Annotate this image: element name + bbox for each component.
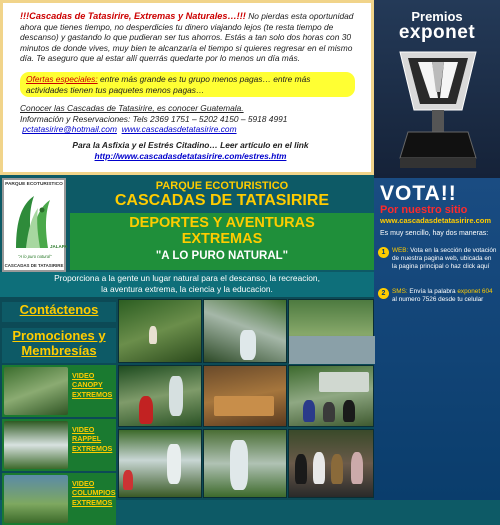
vote-panel [374, 178, 500, 500]
intro-text: No pierdas esta oportunidad ahora que tienes tiempo, no desperdicies tu dinero viajando lejos (te resta tiempo de descanso) y gastando lo que pudieran ser tus ahorros. Estás a tan solo dos horas con 30 minutos de donde vives, muy bien te alcanzaría el tiempo si quieres regresar en el mismo día. Te aseguro que al estar allí querrás quedarte por lo menos un día más. [20, 11, 354, 64]
lower-content [0, 297, 374, 507]
article-block [20, 140, 361, 161]
park-header [70, 178, 374, 214]
step-sms-text [392, 288, 497, 304]
step-sms-label: SMS: [392, 288, 408, 295]
logo-place: JALAPA [50, 244, 68, 249]
contact-phones: Información y Reservaciones: Tels 2369 1751 – 5202 4150 – 5918 4991 [20, 113, 288, 124]
logo-heading: PARQUE ECOTURISTICO [5, 182, 63, 187]
vote-title: VOTA!! [380, 182, 457, 205]
tagline-line-2: la aventura extrema, la ciencia y la educacion. [101, 283, 273, 294]
sports-banner [70, 213, 374, 270]
website-link[interactable]: www.cascadasdetatasirire.com [121, 124, 237, 135]
sports-heading-line-1: DEPORTES Y AVENTURAS [129, 215, 315, 231]
photo-river-pond [288, 299, 374, 363]
video-swings-label: VIDEO COLUMPIOS EXTREMOS [72, 479, 116, 507]
step-web-body: Vota en la sección de votación de nuestra pagina web, ubicada en la pagina principal o haz click aquí [392, 247, 497, 271]
video-swings-thumbnail [4, 475, 68, 523]
announcement-box [0, 0, 374, 175]
contact-button[interactable]: Contáctenos [2, 302, 116, 322]
park-logo[interactable] [2, 178, 66, 272]
park-title: CASCADAS DE TATASIRIRE [114, 192, 330, 209]
vote-url[interactable]: www.cascadasdetatasirire.com [380, 216, 492, 225]
photo-cabin-interior [203, 365, 287, 427]
logo-footer: CASCADAS DE TATASIRIRE [4, 263, 64, 268]
special-offers-box [20, 72, 355, 97]
contact-links [20, 124, 361, 135]
premios-exponet-banner[interactable] [374, 0, 500, 178]
intro-title: !!!Cascadas de Tatasirire, Extremas y Naturales…!!! [20, 11, 246, 21]
video-canopy-link[interactable] [2, 365, 116, 417]
step-web-label: WEB: [392, 247, 409, 254]
park-tagline [0, 272, 374, 297]
exponet-title: exponet [398, 22, 476, 43]
article-link[interactable]: http://www.cascadasdetatasirire.com/estres.htm [94, 150, 287, 161]
photo-hiker-red-shirt [118, 365, 202, 427]
trophy-icon [392, 48, 484, 174]
premios-title: Premios [411, 9, 463, 24]
intro-paragraph [20, 11, 361, 64]
step-sms-code: exponet 604 [457, 288, 493, 295]
photo-waterfall-rocks [203, 299, 287, 363]
park-subtitle: PARQUE ECOTURISTICO [155, 180, 289, 192]
photo-friends-group [288, 429, 374, 498]
photo-group-camping [288, 365, 374, 427]
article-text: Para la Asfixia y el Estrés Citadino… Leer artículo en el link [72, 139, 309, 150]
waterfall-logo-icon [8, 190, 60, 252]
step-web-text [392, 247, 497, 272]
photo-forest-waterfall [118, 299, 202, 363]
step-sms-body-2: al numero 7526 desde tu celular [392, 296, 484, 304]
special-offers-label: Ofertas especiales: [26, 73, 98, 84]
step-number-2: 2 [378, 288, 389, 299]
photo-waterfall-group [118, 429, 202, 498]
step-sms-body: Envía la palabra [407, 288, 458, 295]
promotions-button[interactable]: Promociones y Membresías [2, 328, 116, 363]
contact-line-1: Conocer las Cascadas de Tatasirire, es conocer Guatemala. [20, 103, 244, 114]
video-rappel-thumbnail [4, 421, 68, 469]
step-number-1: 1 [378, 247, 389, 258]
slogan: "A LO PURO NATURAL" [155, 250, 289, 262]
contact-info [20, 103, 361, 135]
sidebar [374, 0, 500, 500]
vote-intro: Es muy sencillo, hay dos maneras: [380, 230, 489, 237]
special-offers-text: entre más grande es tu grupo menos pagas… entre más actividades tienen tus paquetes menos pagas… [26, 73, 311, 95]
video-canopy-label: VIDEO CANOPY EXTREMOS [72, 371, 113, 399]
tagline-line-1: Proporciona a la gente un lugar natural para el descanso, la recreacion, [54, 273, 320, 283]
photo-waterfall-distance [203, 429, 287, 498]
video-swings-link[interactable] [2, 473, 116, 525]
vote-subtitle: Por nuestro sitio [380, 204, 468, 216]
video-rappel-label: VIDEO RAPPEL EXTREMOS [72, 425, 113, 453]
video-canopy-thumbnail [4, 367, 68, 415]
video-rappel-link[interactable] [2, 419, 116, 471]
email-link[interactable]: pctatasirire@hotmail.com [22, 124, 117, 135]
sports-heading-line-2: EXTREMAS [181, 231, 263, 247]
logo-motto: "A lo puro natural" [18, 254, 52, 259]
